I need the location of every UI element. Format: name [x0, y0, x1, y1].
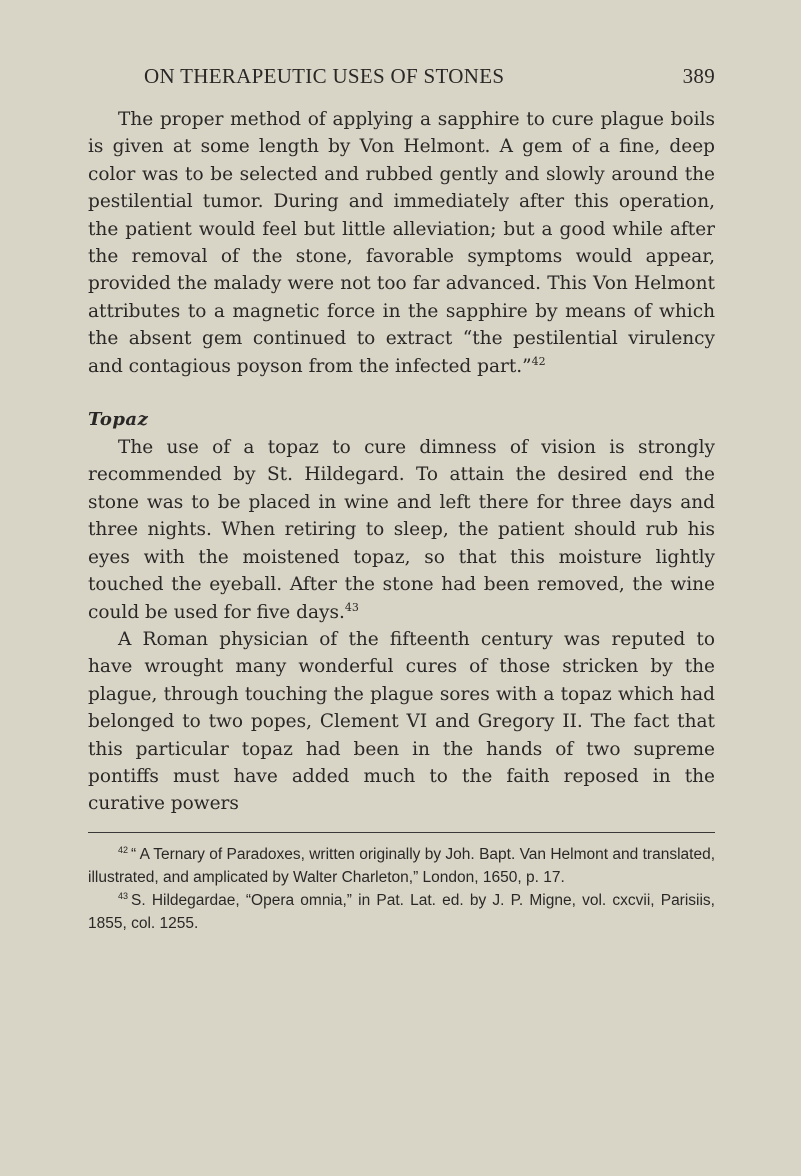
running-head	[88, 60, 715, 90]
footnote-ref: 42	[531, 354, 546, 368]
footnote-43	[88, 889, 715, 935]
page-number: 389	[682, 64, 715, 88]
paragraph-sapphire	[88, 106, 715, 380]
body-text	[88, 106, 715, 818]
footnote-42	[88, 843, 715, 889]
footnote-text: “ A Ternary of Paradoxes, written originally by Joh. Bapt. Van Helmont and translated, illustrated, and amplicated by Walter Charleton,” London, 1650, p. 17.	[88, 845, 715, 886]
footnote-text: S. Hildegardae, “Opera omnia,” in Pat. Lat. ed. by J. P. Migne, vol. cxcvii, Parisiis, 1855, col. 1255.	[88, 891, 715, 932]
footnote-mark: 43	[118, 890, 129, 901]
running-title: ON THERAPEUTIC USES OF STONES	[144, 64, 505, 88]
section-heading-topaz: Topaz	[88, 409, 149, 431]
paragraph-roman-physician	[88, 626, 715, 818]
footnote-rule	[88, 832, 715, 833]
footnote-mark: 42	[118, 844, 129, 855]
paragraph-topaz-vision	[88, 434, 715, 626]
paragraph-text: The proper method of applying a sapphire to cure plague boils is given at some length by Von Helmont. A gem of a fine, deep color was to be selected and rubbed gently and slowly around the pestilential tumor. During and immediately after this operation, the patient would feel but little alleviation; but a good while after the removal of the stone, favorable symptoms would appear, provided the malady were not too far advanced. This Von Helmont attributes to a magnetic force in the sapphire by means of which the absent gem continued to extract “the pestilential virulency and contagious poyson from the infected part.”	[88, 109, 715, 377]
footnote-ref: 43	[344, 600, 359, 614]
paragraph-text: The use of a topaz to cure dimness of vision is strongly recommended by St. Hildegard. To attain the desired end the stone was to be placed in wine and left there for three days and three nights. When retiring to sleep, the patient should rub his eyes with the moistened topaz, so that this moisture lightly touched the eyeball. After the stone had been removed, the wine could be used for five days.	[88, 437, 715, 623]
paragraph-text: A Roman physician of the fifteenth century was reputed to have wrought many wonderful cures of those stricken by the plague, through touching the plague sores with a topaz which had belonged to two popes, Clement VI and Gregory II. The fact that this particular topaz had been in the hands of two supreme pontiffs must have added much to the faith reposed in the curative powers	[88, 628, 715, 815]
footnotes	[88, 843, 715, 935]
